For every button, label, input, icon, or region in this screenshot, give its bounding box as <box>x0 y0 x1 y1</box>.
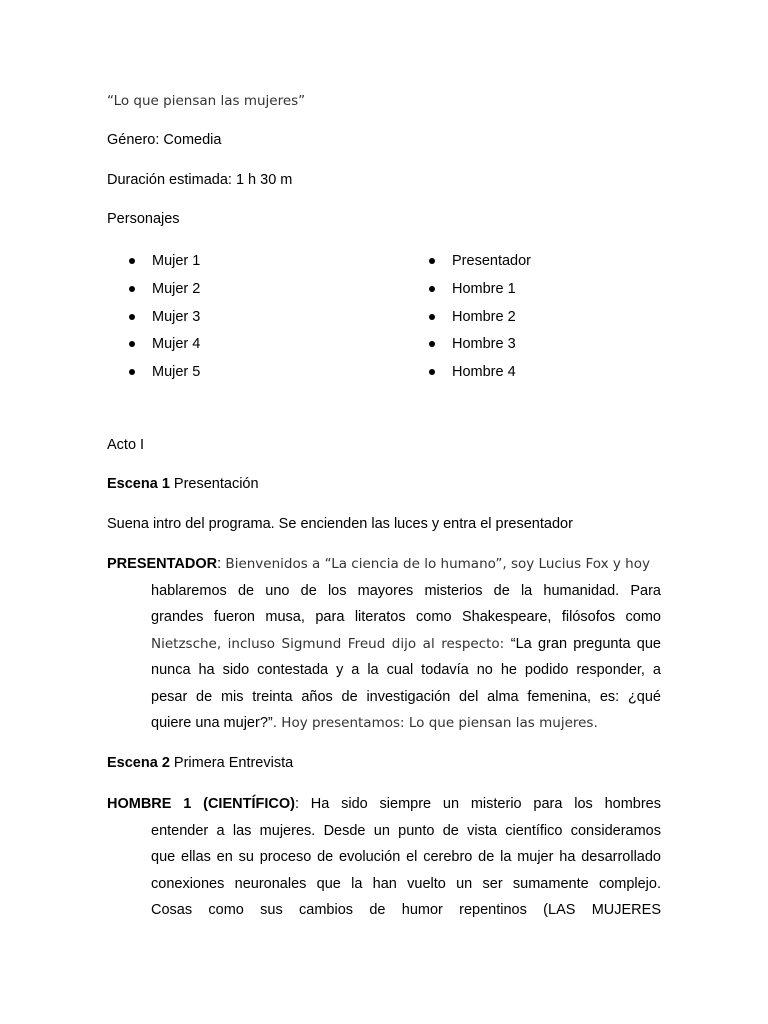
presentador-dialogue: PRESENTADOR: Bienvenidos a “La ciencia de lo humano”, soy Lucius Fox y hoy hablaremos de uno de los mayores misterios de la humanidad. Para grandes fueron musa, para literatos como Shakespeare, filósofos como Nietzsche, incluso Sigmund Freud dijo al respecto: “La gran pregunta que nunca ha sido contestada y a la cual todavía no he podido responder, a pesar de mis treinta años de investigación del alma femenina, es: ¿qué quiere una mujer?”. Hoy presentamos: Lo que piensan las mujeres. <box>107 556 661 731</box>
bullet-icon <box>429 258 435 264</box>
bullet-icon <box>429 341 435 347</box>
duration-line: Duración estimada: 1 h 30 m <box>107 172 293 188</box>
scene-title: Presentación <box>169 476 259 492</box>
act-heading: Acto I <box>107 437 145 453</box>
characters-heading: Personajes <box>107 211 180 227</box>
list-item: Hombre 3 <box>429 334 531 362</box>
bullet-icon <box>129 286 135 292</box>
bullet-icon <box>129 369 135 375</box>
bullet-icon <box>429 286 435 292</box>
scene-2-heading <box>107 753 293 773</box>
list-item: Mujer 1 <box>129 251 200 279</box>
scene-label: Escena 2 <box>107 755 170 771</box>
bullet-icon <box>429 314 435 320</box>
characters-list-left <box>129 251 200 390</box>
genre-line: Género: Comedia <box>107 132 222 148</box>
speaker-name: PRESENTADOR <box>107 556 218 572</box>
bullet-icon <box>429 369 435 375</box>
bullet-icon <box>129 258 135 264</box>
hombre-1-dialogue: HOMBRE 1 (CIENTÍFICO): Ha sido siempre un misterio para los hombres entender a las mujeres. Desde un punto de vista científico consideramos que ellas en su proceso de evolución el cerebro de la mujer ha desarrollado conexiones neuronales que la han vuelto un ser sumamente complejo. Cosas como sus cambios de humor repentinos (LAS MUJERES <box>107 796 661 918</box>
scene-label: Escena 1 <box>107 476 170 492</box>
list-item: Mujer 3 <box>129 307 200 335</box>
bullet-icon <box>129 341 135 347</box>
list-item: Hombre 1 <box>429 279 531 307</box>
play-title: “Lo que piensan las mujeres” <box>107 93 306 109</box>
speaker-name: HOMBRE 1 (CIENTÍFICO) <box>107 796 295 812</box>
list-item: Mujer 4 <box>129 334 200 362</box>
scene-title: Primera Entrevista <box>169 755 294 771</box>
list-item: Presentador <box>429 251 531 279</box>
stage-direction: Suena intro del programa. Se encienden las luces y entra el presentador <box>107 516 573 532</box>
list-item: Mujer 2 <box>129 279 200 307</box>
bullet-icon <box>129 314 135 320</box>
characters-list-right <box>429 251 531 390</box>
list-item: Mujer 5 <box>129 362 200 390</box>
list-item: Hombre 2 <box>429 307 531 335</box>
scene-1-heading <box>107 474 259 494</box>
list-item: Hombre 4 <box>429 362 531 390</box>
